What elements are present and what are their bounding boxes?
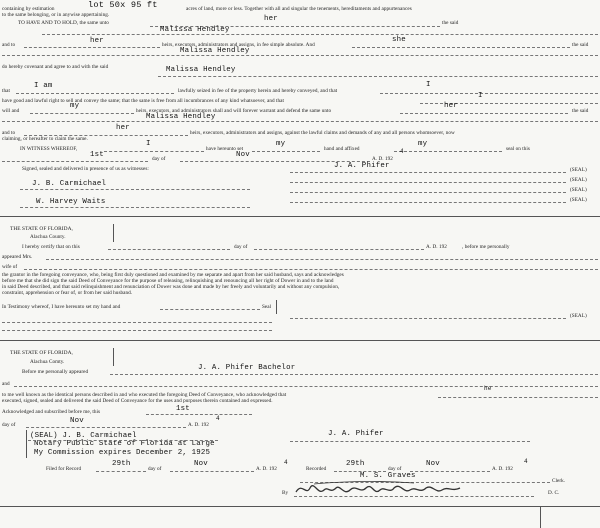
typed-field: Malissa Hendley: [166, 66, 236, 74]
typed-field: Nov: [70, 417, 84, 425]
text: lawfully seized in fee of the property herein and hereby conveyed, and that: [178, 88, 338, 94]
text: and to: [2, 130, 16, 136]
typed-field: I: [478, 92, 483, 100]
text: day of: [152, 156, 166, 162]
text: the said: [572, 108, 589, 114]
text: acres of land, more or less. Together with all and singular the tenements, hereditaments and appurtenances: [186, 6, 412, 12]
witness-name: W. Harvey Waits: [36, 198, 106, 206]
typed-field: my: [70, 102, 80, 110]
typed-field: her: [90, 37, 104, 45]
text: heirs, executors, and administrators shall and will forever warrant and defend the same unto: [136, 108, 332, 114]
typed-field: Nov: [236, 151, 250, 159]
typed-field: I: [146, 140, 151, 148]
text: A. D. 192: [426, 244, 447, 250]
clerk-name: M. S. Graves: [360, 472, 416, 480]
typed-field: he: [484, 385, 492, 392]
text: In Testimony whereof, I have hereunto set my hand and: [2, 304, 121, 310]
typed-field: my: [418, 140, 428, 148]
county-name: Alachua County.: [30, 234, 66, 240]
text: A. D. 192: [256, 466, 277, 472]
text: have hereunto set: [206, 146, 244, 152]
text: to me well known as the identical persons described in and who executed the foregoing Deed of Conveyance, who acknowledged that: [2, 392, 287, 398]
typed-field: Nov: [426, 460, 440, 468]
text: the said: [442, 20, 459, 26]
text: appeared Mrs.: [2, 254, 33, 260]
typed-field: she: [392, 36, 406, 44]
text: and: [2, 381, 10, 387]
text: day of: [148, 466, 162, 472]
typed-field: 4: [216, 415, 220, 422]
text: Signed, sealed and delivered in presence of us as witnesses:: [22, 166, 149, 172]
seal-label: (SEAL): [570, 197, 587, 203]
county-name: Alachua Comty.: [30, 359, 65, 365]
signer-name: J. A. Phifer: [334, 162, 390, 170]
text: the grantor in the foregoing conveyance, who, being first duly questioned and examined by me separate and apart from her said husband, says and acknowledges: [2, 272, 344, 278]
typed-field: 4: [400, 148, 404, 155]
text: heirs, executors, administrators and assigns, in fee simple absolute. And: [162, 42, 315, 48]
text: IN WITNESS WHEREOF,: [20, 146, 78, 152]
seal-label: (SEAL): [570, 313, 587, 319]
text: Recorded: [306, 466, 327, 472]
text: have good and lawful right to sell and convey the same; that the same is free from all incumbrances of any kind whatsoever, and that: [2, 98, 284, 104]
seal-label: (SEAL): [570, 167, 587, 173]
text: D. C.: [548, 490, 560, 496]
seal-label: (SEAL): [570, 187, 587, 193]
typed-field: Malissa Hendley: [146, 113, 216, 121]
typed-field: J. A. Phifer Bachelor: [198, 364, 296, 372]
seal-label: (SEAL): [570, 177, 587, 183]
typed-field: 29th: [112, 460, 131, 468]
typed-field: 29th: [346, 460, 365, 468]
typed-field: lot 50x 95 ft: [88, 0, 158, 10]
text: wife of: [2, 264, 18, 270]
typed-field: 4: [284, 459, 288, 466]
text: heirs, executors, administrators and assigns, against the lawful claims and demands of any and all persons whomsoever, now: [190, 130, 455, 136]
text: day of: [234, 244, 248, 250]
text: and to: [2, 42, 16, 48]
typed-field: 1st: [176, 405, 190, 413]
text: A. D. 192: [372, 156, 393, 162]
text: TO HAVE AND TO HOLD, the same unto: [18, 20, 109, 26]
state-heading: THE STATE OF FLORIDA,: [10, 226, 73, 232]
text: Before me personally appeared: [22, 369, 89, 375]
typed-field: her: [116, 124, 130, 132]
notary-seal-line: (SEAL) J. B. Carmichael: [30, 432, 137, 440]
text: do hereby covenant and agree to and with the said: [2, 64, 109, 70]
typed-field: I am: [34, 82, 53, 90]
notary-seal-line: Notary Public State of Florida at Large: [34, 440, 215, 448]
text: hand and affixed: [324, 146, 360, 152]
typed-field: Malissa Hendley: [180, 47, 250, 55]
signer-name: J. A. Phifer: [328, 430, 384, 438]
witness-name: J. B. Carmichael: [32, 180, 107, 188]
text: to the same belonging, or in anywise appertaining.: [2, 12, 110, 18]
typed-field: her: [444, 102, 458, 110]
text: Filed for Record: [46, 466, 82, 472]
text: , before me personally: [462, 244, 510, 250]
text: will and: [2, 108, 20, 114]
text: A. D. 192: [492, 466, 513, 472]
text: claiming, or hereafter to claim the same.: [2, 136, 88, 142]
text: Clerk.: [552, 478, 566, 484]
text: A. D. 192: [188, 422, 209, 428]
typed-field: Malissa Hendley: [160, 26, 230, 34]
text: executed, signed, sealed and delivered the said Deed of Conveyance for the uses and purposes therein contained and expressed.: [2, 398, 273, 404]
text: seal on this: [506, 146, 530, 152]
state-heading: THE STATE OF FLORIDA,: [10, 350, 73, 356]
text: that: [2, 88, 10, 94]
typed-field: 1st: [90, 151, 104, 159]
typed-field: I: [426, 81, 431, 89]
typed-field: Nov: [194, 460, 208, 468]
text: I hereby certify that on this: [22, 244, 80, 250]
text: day of: [388, 466, 402, 472]
text: before me that she did sign the said Deed of Conveyance for the purpose of releasing, relinquishing and renouncing all her right of Dower in and to the land: [2, 278, 334, 284]
text: in said Deed described, and that said relinquishment and renunciation of Dower was done and made by her freely and voluntarily and without any compulsion,: [2, 284, 340, 290]
text: By: [282, 490, 289, 496]
notary-seal-line: My Commission expires December 2, 1925: [34, 449, 211, 457]
text: day of: [2, 422, 16, 428]
typed-field: 4: [524, 458, 528, 465]
text: containing by estimation: [2, 6, 55, 12]
text: constraint, apprehension or fear of, or from her said husband.: [2, 290, 133, 296]
typed-field: her: [264, 15, 278, 23]
typed-field: my: [276, 140, 286, 148]
text: Acknowledged and subscribed before me, this: [2, 409, 101, 415]
text: Seal: [262, 304, 272, 310]
text: the said: [572, 42, 589, 48]
